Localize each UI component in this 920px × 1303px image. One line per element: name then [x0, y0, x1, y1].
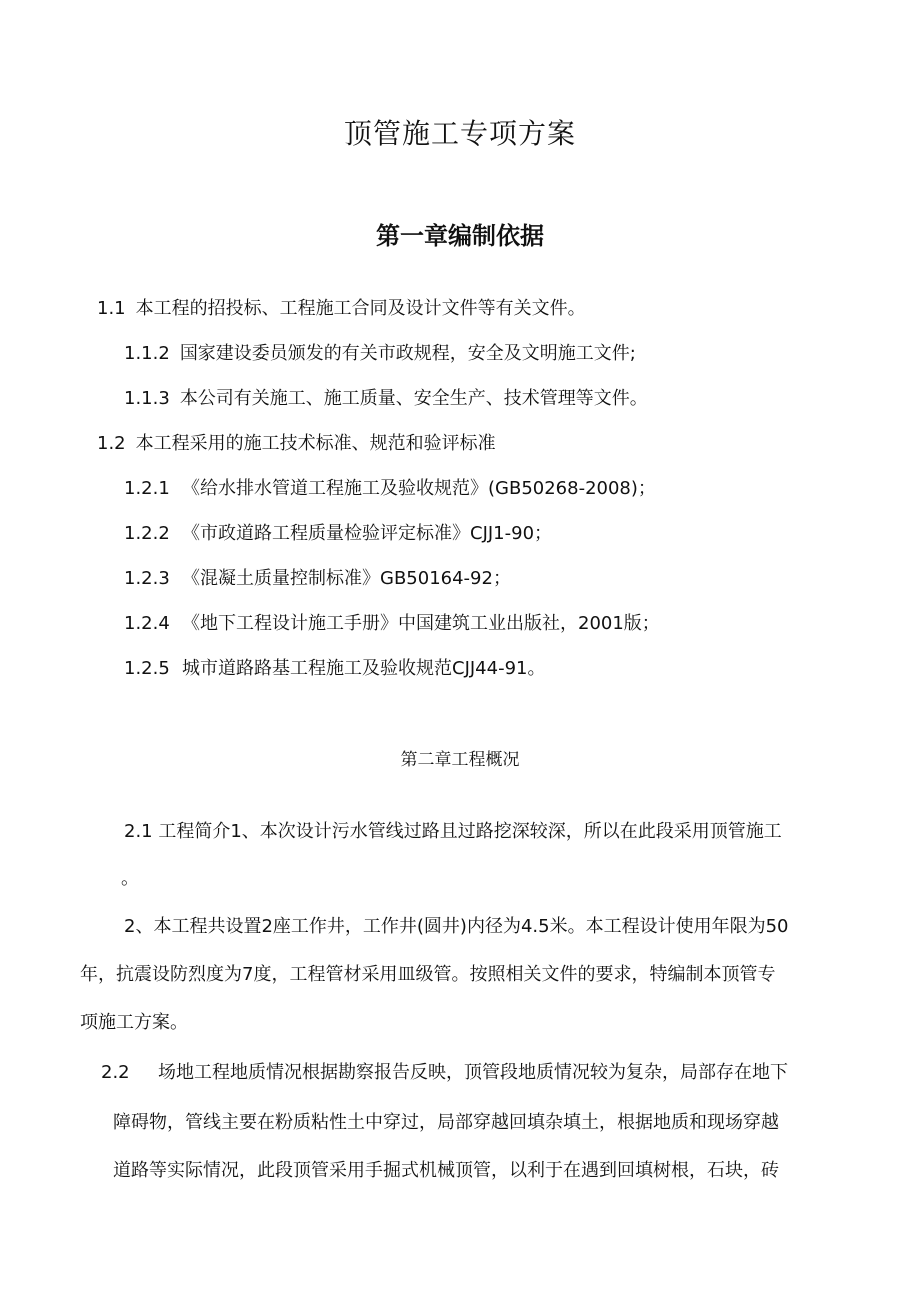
- paragraph-line: 。: [121, 868, 139, 889]
- item-number: 1.2.2: [124, 523, 170, 544]
- item-text: 《给水排水管道工程施工及验收规范》(GB50268-2008)；: [182, 478, 656, 499]
- list-item: [124, 521, 552, 547]
- item-number: 1.2.4: [124, 613, 170, 634]
- list-item: [124, 341, 636, 367]
- chapter1-heading: 第一章编制依据: [376, 222, 544, 250]
- paragraph-line: 项施工方案。: [80, 1012, 188, 1033]
- item-text: 《混凝土质量控制标准》GB50164-92；: [182, 568, 511, 589]
- paragraph-line: 年，抗震设防烈度为7度，工程管材采用皿级管。按照相关文件的要求，特编制本顶管专: [80, 964, 776, 985]
- item-number: 1.2.3: [124, 568, 170, 589]
- item-number: 1.1.3: [124, 388, 170, 409]
- item-text: 《地下工程设计施工手册》中国建筑工业出版社，2001版；: [182, 613, 660, 634]
- item-text: 本工程采用的施工技术标准、规范和验评标准: [135, 433, 496, 454]
- paragraph-line: [101, 1060, 788, 1086]
- item-number: 1.2.1: [124, 478, 170, 499]
- list-item: [124, 656, 546, 682]
- paragraph-line: 2.1 工程简介1、本次设计污水管线过路且过路挖深较深，所以在此段采用顶管施工: [124, 821, 782, 842]
- paragraph-line: 障碍物，管线主要在粉质粘性土中穿过，局部穿越回填杂填土，根据地质和现场穿越: [113, 1112, 779, 1133]
- item-number: 1.1.2: [124, 343, 170, 364]
- chapter2-heading: 第二章工程概况: [400, 750, 520, 770]
- item-text: 城市道路路基工程施工及验收规范CJJ44-91。: [182, 658, 546, 679]
- item-text: 《市政道路工程质量检验评定标准》CJJ1-90；: [182, 523, 553, 544]
- item-text: 本公司有关施工、施工质量、安全生产、技术管理等文件。: [179, 388, 648, 409]
- document-title: 顶管施工专项方案: [343, 117, 576, 150]
- paragraph-text: 场地工程地质情况根据勘察报告反映，顶管段地质情况较为复杂，局部存在地下: [158, 1062, 788, 1083]
- item-number: 1.2: [97, 433, 126, 454]
- list-item: [124, 476, 656, 502]
- list-item: [124, 566, 511, 592]
- paragraph-line: 道路等实际情况，此段顶管采用手掘式机械顶管，以利于在遇到回填树根，石块，砖: [113, 1160, 779, 1181]
- item-text: 本工程的招投标、工程施工合同及设计文件等有关文件。: [135, 298, 586, 319]
- list-item: [97, 431, 496, 457]
- paragraph-line: 2、本工程共设置2座工作井，工作井(圆井)内径为4.5米。本工程设计使用年限为50: [124, 916, 789, 937]
- list-item: [97, 296, 586, 322]
- item-text: 国家建设委员颁发的有关市政规程，安全及文明施工文件;: [179, 343, 636, 364]
- list-item: [124, 611, 660, 637]
- item-number: 1.2.5: [124, 658, 170, 679]
- list-item: [124, 386, 648, 412]
- item-number: 2.2: [101, 1062, 130, 1083]
- item-number: 1.1: [97, 298, 126, 319]
